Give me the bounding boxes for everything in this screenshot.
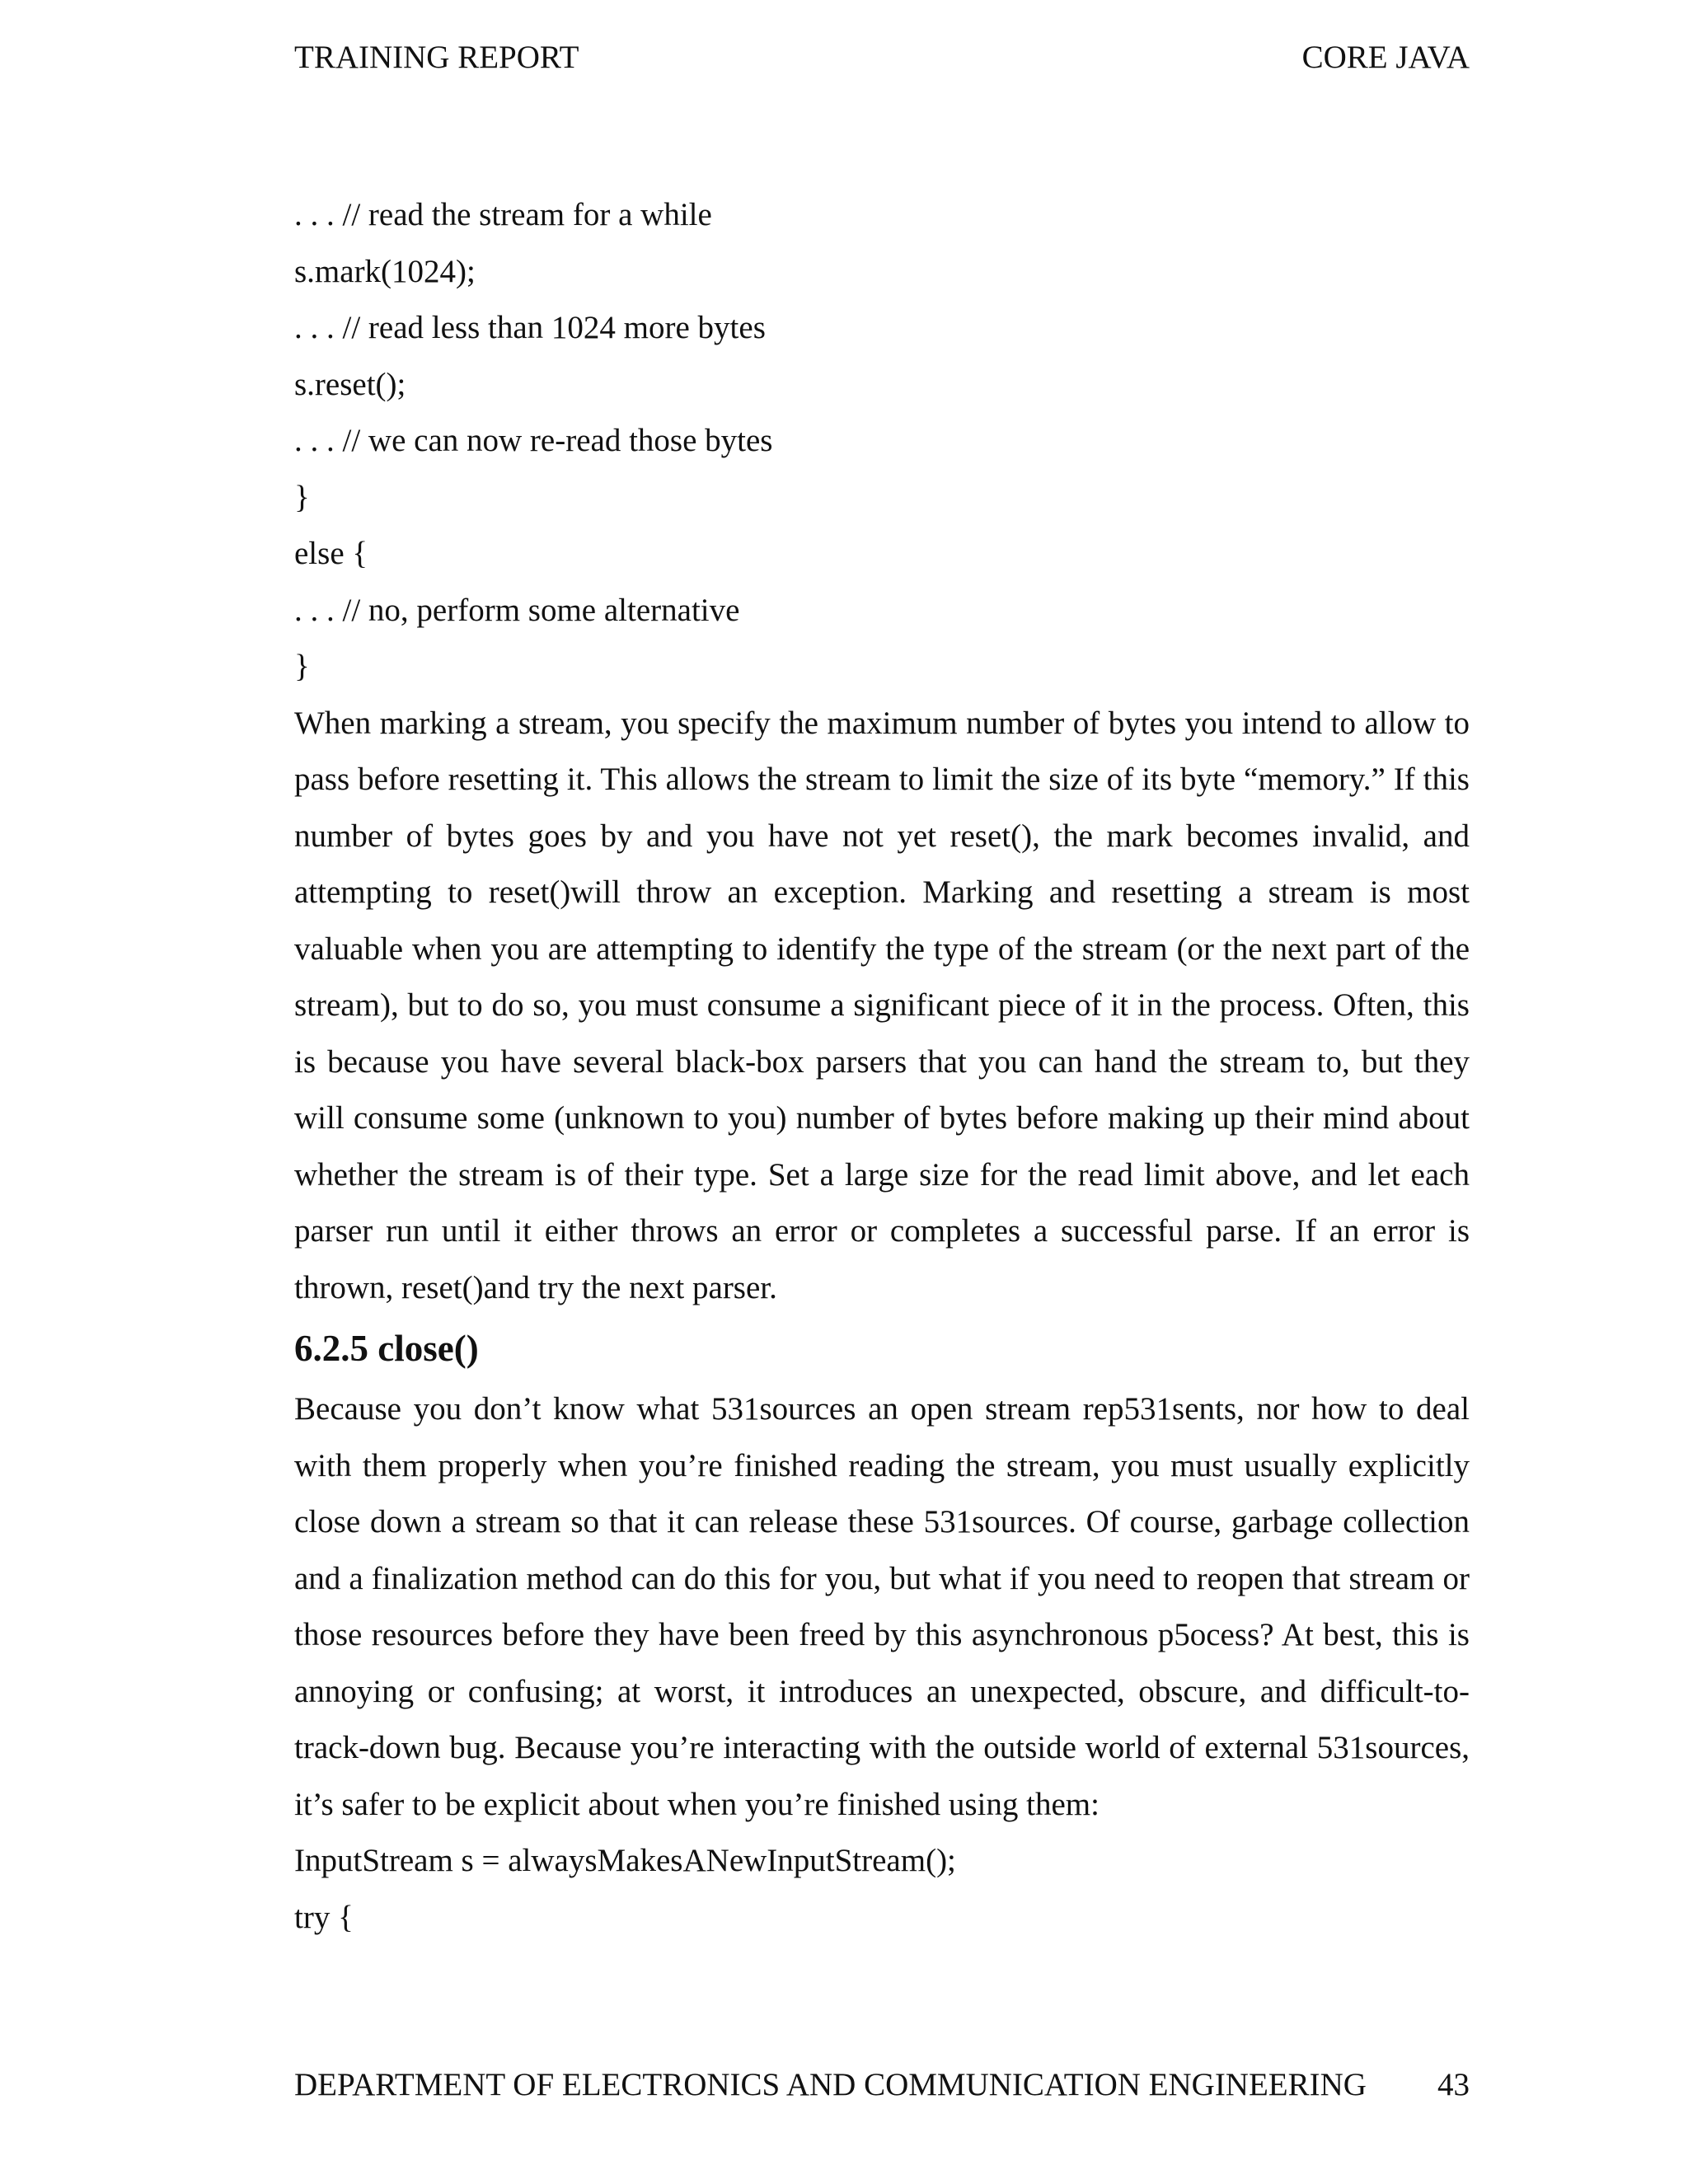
code-line: } bbox=[294, 479, 310, 515]
paragraph-mark-reset: When marking a stream, you specify the maximum number of bytes you intend to allow to pass before resetting it. This allows the stream to limit the size of its byte “memory.” If this number of bytes goes by and you have not yet reset(), the mark becomes invalid, and attempting to reset()will throw an exception. Marking and resetting a stream is most valuable when you are attempting to identify the type of the stream (or the next part of the stream), but to do so, you must consume a significant piece of it in the process. Often, this is because you have several black-box parsers that you can hand the stream to, but they will consume some (unknown to you) number of bytes before making up their mind about whether the stream is of their type. Set a large size for the read limit above, and let each parser run until it either throws an error or completes a successful parse. If an error is thrown, reset()and try the next parser. bbox=[294, 705, 1470, 1305]
page-content bbox=[294, 187, 1470, 1946]
code-line: . . . // we can now re-read those bytes bbox=[294, 423, 773, 458]
code-line: else { bbox=[294, 536, 368, 571]
code-line: s.reset(); bbox=[294, 366, 406, 402]
page-header bbox=[294, 35, 1470, 81]
code-line: . . . // no, perform some alternative bbox=[294, 592, 740, 628]
code-block-bottom bbox=[294, 1833, 1470, 1946]
code-block-top bbox=[294, 187, 1470, 696]
section-heading-close: 6.2.5 close() bbox=[294, 1328, 479, 1369]
footer-department: DEPARTMENT OF ELECTRONICS AND COMMUNICATION ENGINEERING bbox=[294, 2067, 1367, 2102]
code-line: s.mark(1024); bbox=[294, 253, 476, 289]
page-number: 43 bbox=[1437, 2067, 1470, 2102]
code-line: . . . // read less than 1024 more bytes bbox=[294, 310, 766, 345]
page-footer bbox=[294, 2062, 1470, 2108]
code-line: try { bbox=[294, 1899, 354, 1935]
code-line: InputStream s = alwaysMakesANewInputStream(); bbox=[294, 1843, 956, 1878]
code-line: } bbox=[294, 649, 310, 684]
paragraph-close: Because you don’t know what 531sources an open stream rep531sents, nor how to deal with them properly when you’re finished reading the stream, you must usually explicitly close down a stream so that it can release these 531sources. Of course, garbage collection and a finalization method can do this for you, but what if you need to reopen that stream or those resources before they have been freed by this asynchronous p5ocess? At best, this is annoying or confusing; at worst, it introduces an unexpected, obscure, and difficult-to-track-down bug. Because you’re interacting with the outside world of external 531sources, it’s safer to be explicit about when you’re finished using them: bbox=[294, 1391, 1470, 1822]
header-report-title: TRAINING REPORT bbox=[294, 40, 579, 75]
header-subject: CORE JAVA bbox=[1301, 40, 1470, 75]
code-line: . . . // read the stream for a while bbox=[294, 197, 712, 232]
